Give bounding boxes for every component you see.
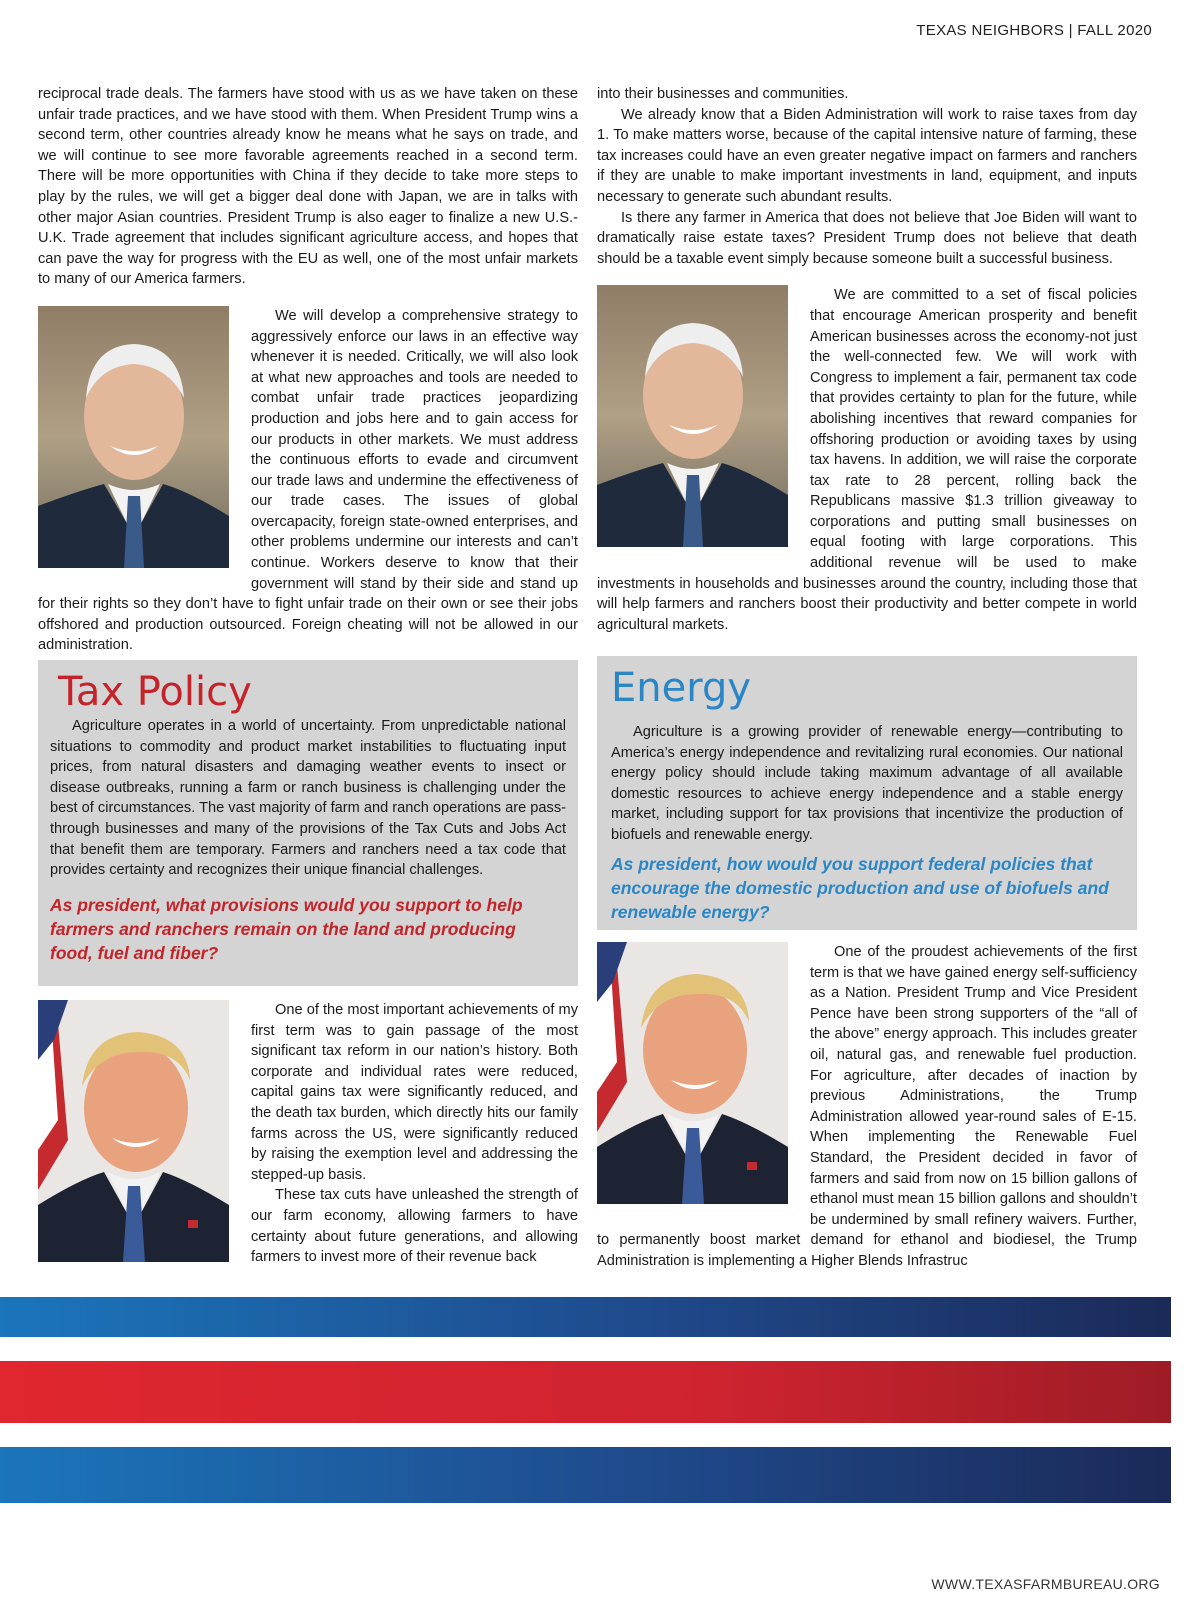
trump-photo (597, 942, 788, 1204)
right-paragraph-2: We already know that a Biden Administration will work to raise taxes from day 1. To make matters worse, because of the capital intensive nature of farming, these tax increases could have an even greater negative impact on farmers and ranchers if they are unable to make important investments in land, equipment, and inputs necessary to generate such abundant results. (597, 106, 1137, 205)
energy-box (597, 656, 1137, 930)
publication-header: TEXAS NEIGHBORS | FALL 2020 (916, 22, 1152, 39)
tax-policy-box (38, 660, 578, 986)
energy-intro: Agriculture is a growing provider of renewable energy—contributing to America’s energy independence and revitalizing rural economies. Our national energy policy should include taking maximum advantage of all available domestic resources to achieve energy independence and a stable energy market, including support for tax provisions that incentivize the production of biofuels and renewable energy. (611, 724, 1123, 843)
right-paragraph-1: into their businesses and communities. (597, 86, 849, 102)
biden-photo (38, 306, 229, 568)
trump-photo (38, 1000, 229, 1262)
website-footer: WWW.TEXASFARMBUREAU.ORG (931, 1576, 1160, 1592)
energy-answer (597, 942, 1137, 1272)
biden-photo (597, 285, 788, 547)
right-column-top (597, 84, 1137, 635)
biden-tax-paragraph: We are committed to a set of fiscal policies that encourage American prosperity and benefit American businesses across the economy-not just the well-connected few. We will work with Congress to implement a fair, permanent tax code that provides certainty to plan for the future, while abolishing incentives that reward companies for offshoring production or avoiding taxes by using tax havens. In addition, we will raise the corporate tax rate to 28 percent, rolling back the Republicans massive $1.3 trillion giveaway to corporations and putting small businesses on equal footing with large corporations. This additional revenue will be used to make investments in households and businesses around the country, including those that will help farmers and ranchers boost their productivity and better compete in world agricultural markets. (597, 287, 1137, 633)
tax-policy-question: As president, what provisions would you support to help farmers and ranchers remain on the land and producing food, fuel and fiber? (50, 894, 523, 963)
energy-title: Energy (611, 665, 752, 711)
biden-trade-paragraph: We will develop a comprehensive strategy to aggressively enforce our laws in an effective way whenever it is needed. Critically, we will also look at what new approaches and tools are needed to combat unfair trade practices jeopardizing production and jobs here and to gain access for our products in other markets. We must address the continuous efforts to evade and circumvent our trade laws and undermine the effectiveness of our trade cases. The issues of global overcapacity, foreign state-owned enterprises, and other problems undermine our interests and can’t continue. Workers deserve to know that their government will stand by their side and stand up for their rights so they don’t have to fight unfair trade on their own or see their jobs offshored and production outsourced. Foreign cheating will not be allowed in our administration. (38, 307, 578, 654)
left-column-top (38, 84, 578, 656)
trump-tax-answer-1: One of the most important achievements of my first term was to gain passage of the most significant tax reform in our nation’s history. Both corporate and individual rates were reduced, capital gains tax were significantly reduced, and the death tax burden, which directly hits our family farms across the US, were significantly reduced by raising the exemption level and addressing the stepped-up basis. (251, 1002, 578, 1183)
tax-policy-title: Tax Policy (58, 669, 252, 715)
blue-stripe-top (0, 1297, 1171, 1337)
right-paragraph-3: Is there any farmer in America that does not believe that Joe Biden will want to dramatically raise estate taxes? President Trump does not believe that death should be a taxable event simply because someone built a successful business. (597, 209, 1137, 267)
trump-tax-answer-2: These tax cuts have unleashed the strength of our farm economy, allowing farmers to have certainty about future generations, and allowing farmers to invest more of their revenue back (251, 1187, 578, 1266)
blue-stripe-bottom (0, 1447, 1171, 1503)
tax-policy-intro: Agriculture operates in a world of uncertainty. From unpredictable national situations to commodity and product market instabilities to fluctuating input prices, from natural disasters and damaging weather events to insect or disease outbreaks, running a farm or ranch business is challenging under the best of circumstances. The vast majority of farm and ranch operations are pass-through businesses and many of the provisions of the Tax Cuts and Jobs Act that benefit them are temporary. Farmers and ranchers need a tax code that provides certainty and recognizes their unique financial challenges. (50, 718, 566, 879)
energy-question: As president, how would you support federal policies that encourage the domestic production and use of biofuels and renewable energy? (611, 853, 1109, 922)
trade-intro-paragraph: reciprocal trade deals. The farmers have stood with us as we have taken on these unfair trade practices, and we have stood with them. When President Trump wins a second term, other countries already know he means what he says on trade, and we will continue to see more favorable agreements reached in a second term. There will be more opportunities with China if they decide to take more steps to play by the rules, we will get a bigger deal done with Japan, we are in talks with other major Asian countries. President Trump is also eager to finalize a new U.S.-U.K. Trade agreement that includes significant agriculture access, and hopes that can pave the way for progress with the EU as well, one of the most unfair markets to many of our America farmers. (38, 86, 578, 288)
biden-trade-section (38, 306, 578, 656)
biden-tax-section (597, 285, 1137, 635)
red-stripe (0, 1361, 1171, 1423)
tax-policy-answer (38, 1000, 578, 1268)
trump-energy-answer: One of the proudest achievements of the first term is that we have gained energy self-sufficiency as a Nation. President Trump and Vice President Pence have been strong supporters of the “all of the above” energy approach. This includes greater oil, natural gas, and renewable fuel production. For agriculture, after decades of inaction by previous Administrations, the Trump Administration allowed year-round sales of E-15. When implementing the Renewable Fuel Standard, the President decided in favor of farmers and said from now on 15 billion gallons of ethanol must mean 15 billion gallons and shouldn’t be undermined by small refinery waivers. Further, to permanently boost market demand for ethanol and biodiesel, the Trump Administration is implementing a Higher Blends Infrastruc (597, 944, 1137, 1269)
